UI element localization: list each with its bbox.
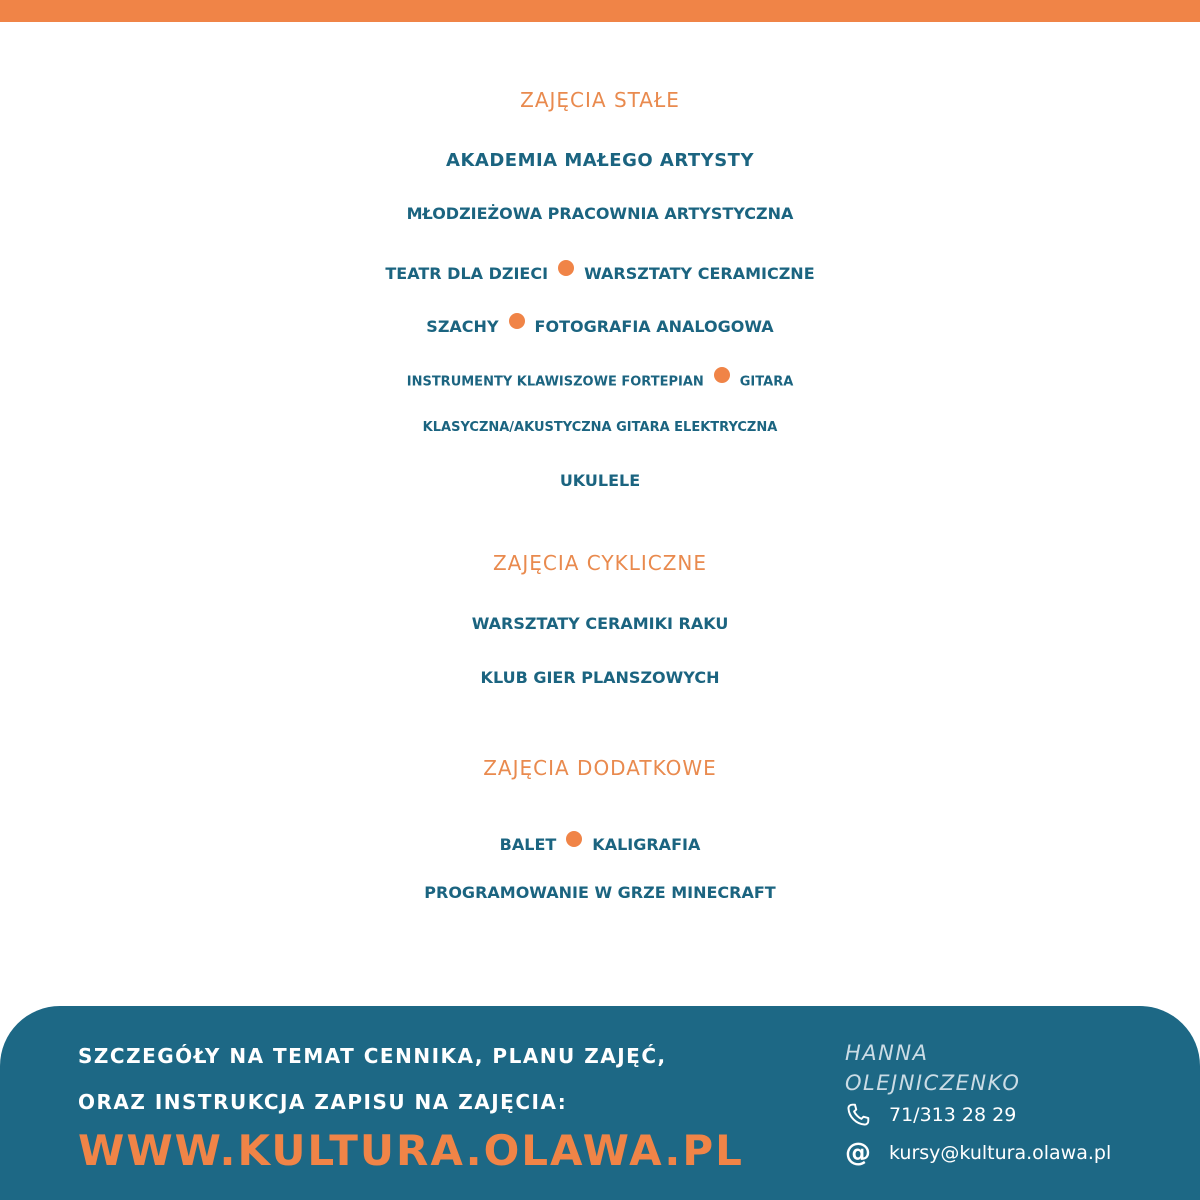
course-line: [0, 260, 1200, 282]
footer-panel: [0, 1006, 1200, 1200]
course-fotografia: FOTOGRAFIA ANALOGOWA: [534, 316, 774, 336]
bullet-dot: [566, 831, 582, 847]
section-title-dodatkowe: ZAJĘCIA DODATKOWE: [483, 756, 717, 780]
course-programowanie: PROGRAMOWANIE W GRZE MINECRAFT: [424, 883, 776, 902]
course-line: [0, 367, 1200, 388]
course-klub-gier: KLUB GIER PLANSZOWYCH: [480, 668, 720, 687]
course-line: [0, 885, 1200, 901]
contact-person: [845, 1038, 1020, 1098]
course-szachy: SZACHY: [426, 316, 499, 336]
course-gitara: GITARA: [739, 374, 794, 390]
course-line: [0, 616, 1200, 632]
contact-phone-row[interactable]: [845, 1102, 1016, 1128]
phone-number: 71/313 28 29: [889, 1104, 1017, 1126]
course-line: [0, 421, 1200, 434]
phone-icon: [845, 1102, 871, 1128]
course-line: [0, 831, 1200, 853]
course-line: [0, 206, 1200, 222]
bullet-dot: [509, 313, 525, 329]
section-title-cykliczne: ZAJĘCIA CYKLICZNE: [492, 551, 708, 575]
course-instrumenty-klawiszowe: INSTRUMENTY KLAWISZOWE FORTEPIAN: [406, 374, 704, 390]
contact-email-row[interactable]: [845, 1140, 1111, 1166]
contact-first-name: HANNA: [845, 1041, 929, 1065]
course-ukulele: UKULELE: [559, 471, 641, 490]
email-address: kursy@kultura.olawa.pl: [889, 1142, 1112, 1164]
course-balet: BALET: [499, 834, 557, 854]
course-teatr: TEATR DLA DZIECI: [385, 263, 549, 283]
top-accent-bar: [0, 0, 1200, 22]
website-link[interactable]: WWW.KULTURA.OLAWA.PL: [78, 1126, 744, 1175]
course-line: [0, 152, 1200, 170]
section-title-stale: ZAJĘCIA STAŁE: [520, 88, 680, 112]
bullet-dot: [714, 367, 730, 383]
course-line: [0, 473, 1200, 489]
course-gitara-klasyczna: KLASYCZNA/AKUSTYCZNA GITARA ELEKTRYCZNA: [422, 420, 778, 435]
contact-last-name: OLEJNICZENKO: [845, 1071, 1021, 1095]
course-warsztaty-ceramiczne: WARSZTATY CERAMICZNE: [584, 263, 815, 283]
course-line: [0, 670, 1200, 686]
course-mlodziezowa: MŁODZIEŻOWA PRACOWNIA ARTYSTYCZNA: [406, 204, 794, 223]
info-text-line2: ORAZ INSTRUKCJA ZAPISU NA ZAJĘCIA:: [78, 1090, 568, 1114]
course-ceramika-raku: WARSZTATY CERAMIKI RAKU: [471, 614, 729, 633]
course-kaligrafia: KALIGRAFIA: [592, 834, 701, 854]
at-sign-icon: @: [845, 1138, 871, 1168]
course-line: [0, 313, 1200, 335]
bullet-dot: [558, 260, 574, 276]
course-akademia: AKADEMIA MAŁEGO ARTYSTY: [446, 150, 754, 171]
info-text-line1: SZCZEGÓŁY NA TEMAT CENNIKA, PLANU ZAJĘĆ,: [78, 1044, 667, 1068]
